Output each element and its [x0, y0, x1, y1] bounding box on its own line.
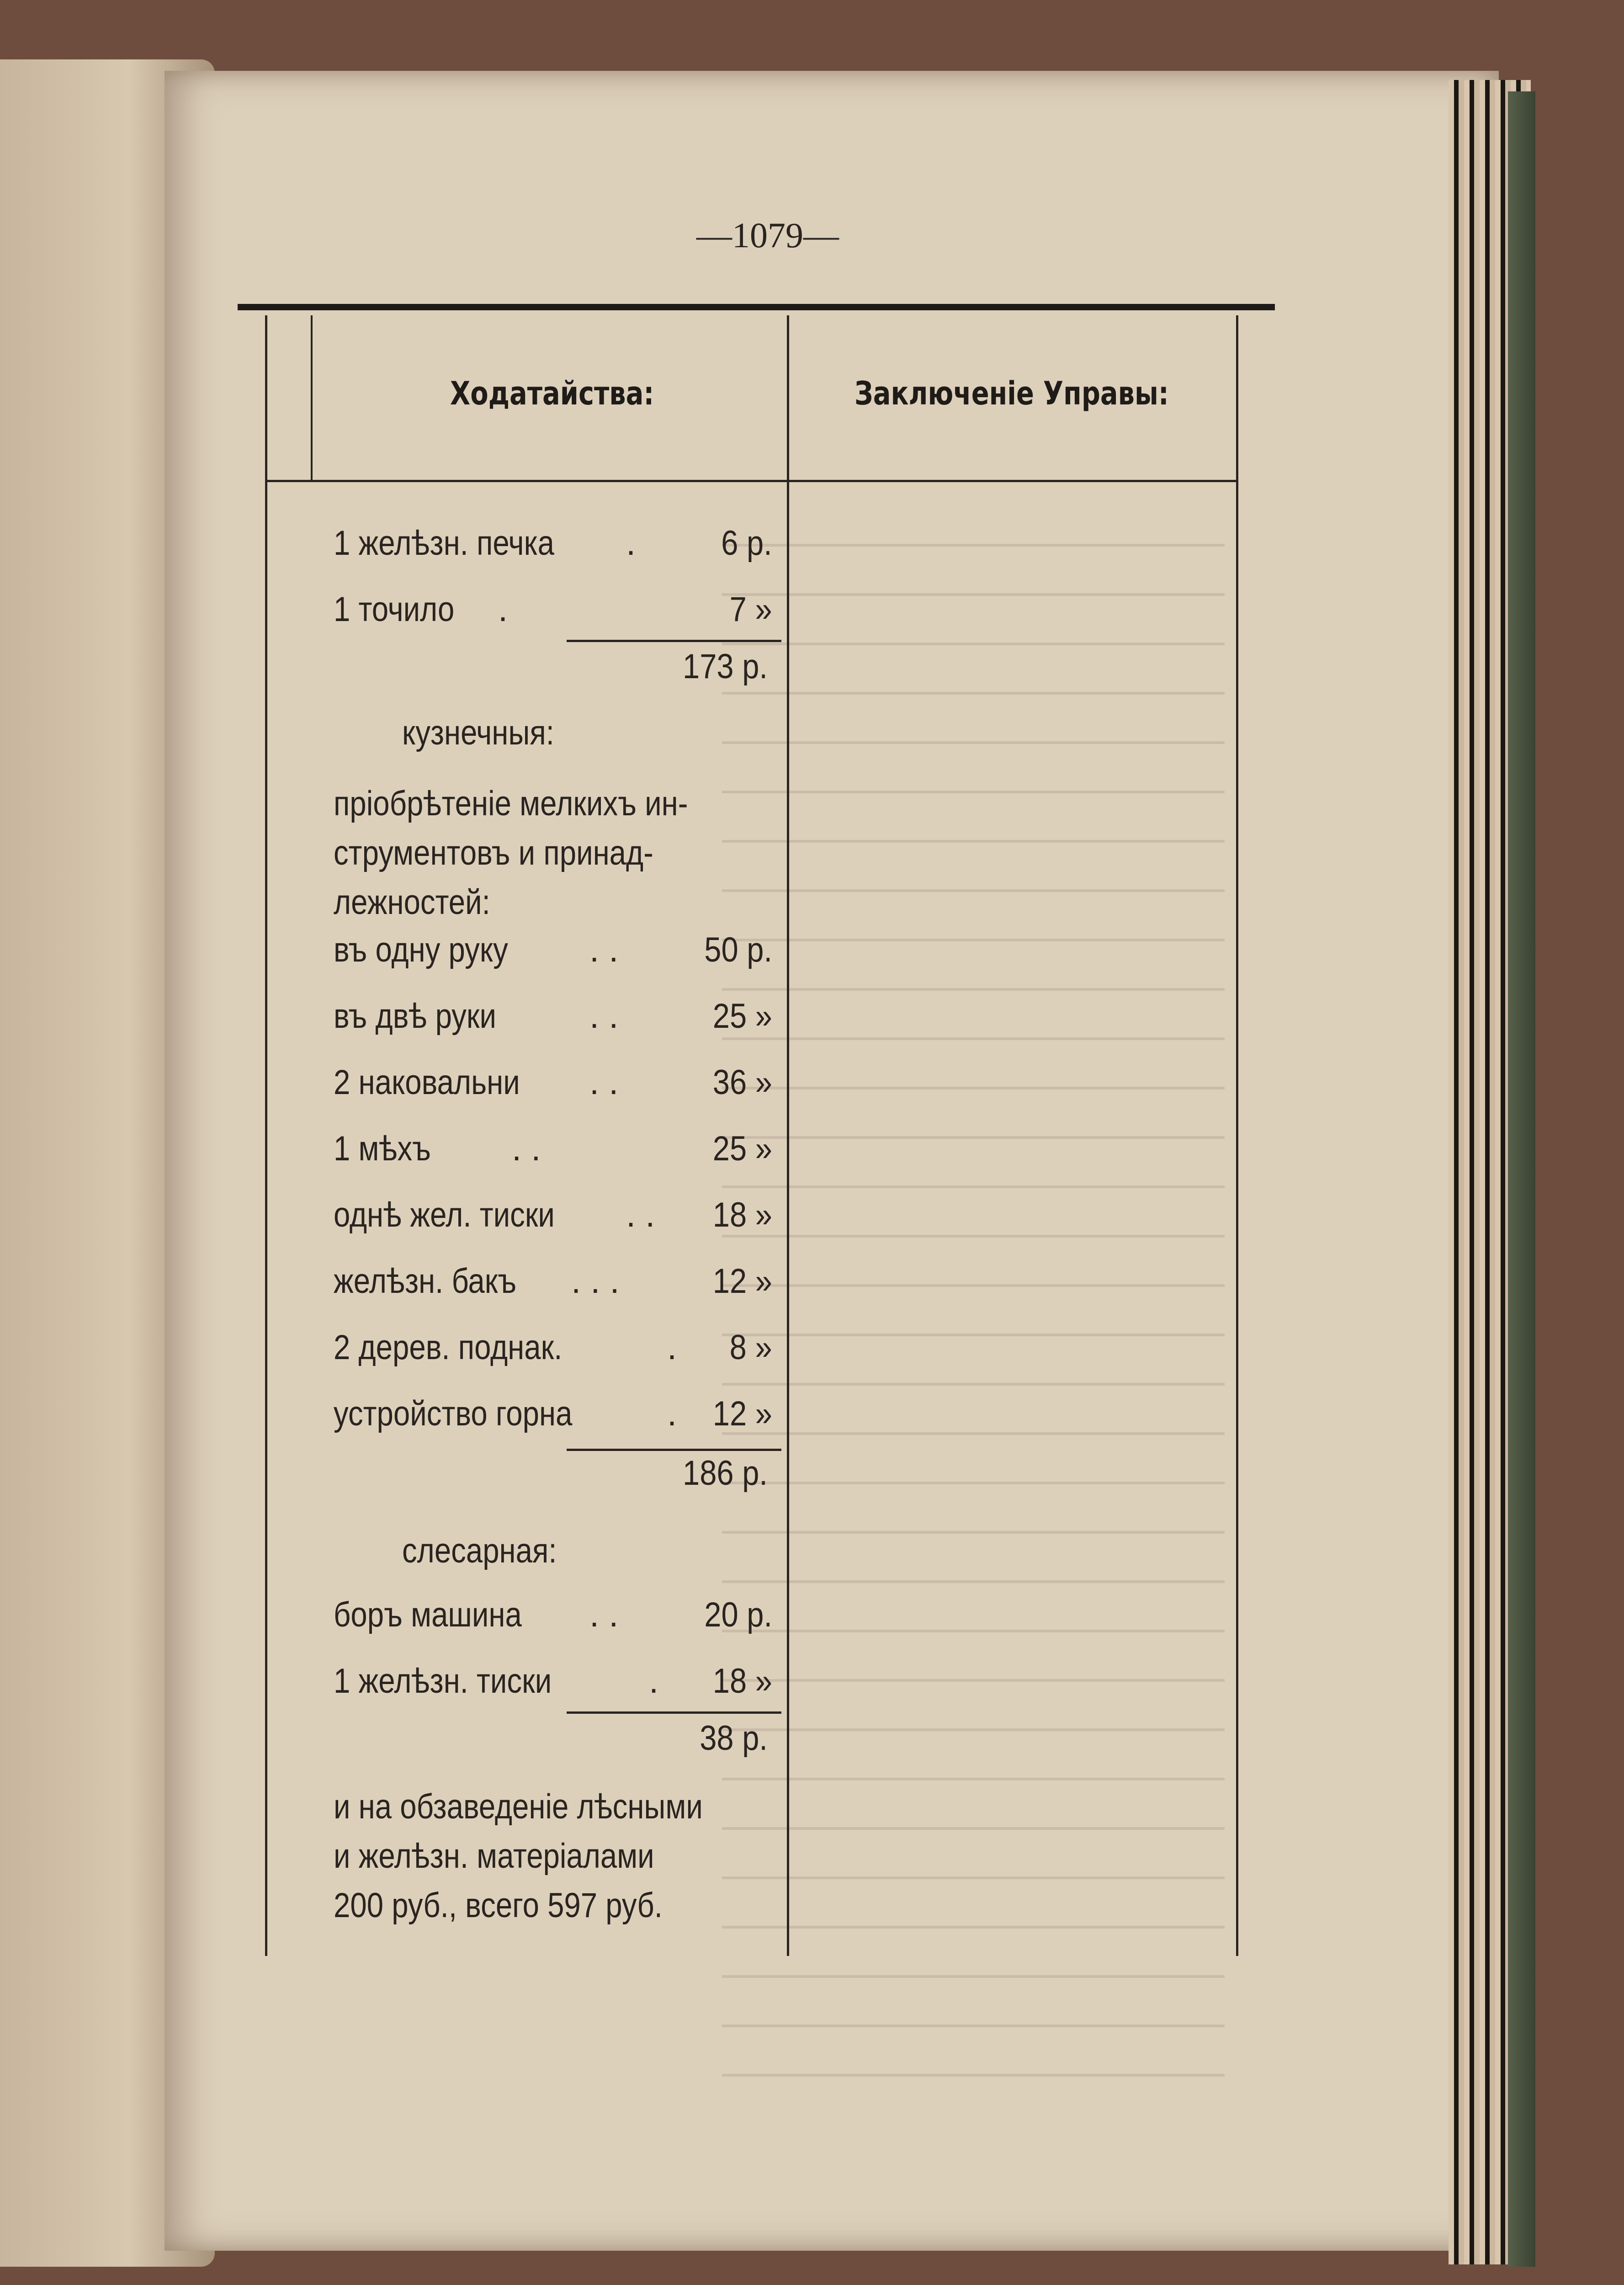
- item-amount: 6 р.: [721, 524, 772, 563]
- intro-line: пріобрѣтеніе мелкихъ ин-: [334, 784, 688, 823]
- item-dots: .: [649, 1662, 659, 1700]
- intro-line: струментовъ и принад-: [334, 834, 653, 872]
- list-item: [334, 1328, 772, 1378]
- book-cover-edge: [1508, 91, 1535, 2267]
- table-right-border: [1236, 315, 1238, 1956]
- list-item: [334, 996, 772, 1047]
- subtotal: 186 р.: [683, 1454, 768, 1493]
- sum-rule: [567, 640, 781, 642]
- item-label: въ одну руку: [334, 930, 508, 969]
- list-item: [334, 1129, 772, 1179]
- list-item: [334, 1661, 772, 1711]
- closing-paragraph: [334, 1782, 763, 1930]
- table-top-rule: [238, 304, 1275, 310]
- item-amount: 25 »: [712, 997, 772, 1036]
- subtotal: 173 р.: [683, 647, 768, 686]
- item-label: 1 желѣзн. печка: [334, 524, 554, 563]
- item-amount: 36 »: [712, 1063, 772, 1102]
- list-item: [334, 590, 772, 640]
- item-label: 1 точило: [334, 590, 455, 629]
- sum-rule: [567, 1711, 781, 1714]
- item-label: 1 мѣхъ: [334, 1129, 431, 1168]
- item-label: устройство горна: [334, 1394, 573, 1433]
- section-title-slesarnaya: слесарная:: [402, 1531, 557, 1570]
- item-amount: 8 »: [730, 1328, 772, 1367]
- item-amount: 20 р.: [704, 1595, 772, 1634]
- item-dots: .: [626, 524, 636, 563]
- item-amount: 25 »: [712, 1129, 772, 1168]
- item-amount: 12 »: [712, 1394, 772, 1433]
- item-dots: . .: [589, 997, 619, 1036]
- intro-line: лежностей:: [334, 883, 490, 922]
- item-label: въ двѣ руки: [334, 997, 497, 1036]
- section-title-kuznechnye: кузнечныя:: [402, 713, 554, 752]
- sum-rule: [567, 1449, 781, 1451]
- item-dots: . .: [512, 1129, 541, 1168]
- item-amount: 7 »: [730, 590, 772, 629]
- item-label: 1 желѣзн. тиски: [334, 1662, 552, 1700]
- item-amount: 50 р.: [704, 930, 772, 969]
- list-item: [334, 1063, 772, 1113]
- item-dots: .: [667, 1328, 677, 1367]
- page-number: —1079—: [696, 215, 839, 255]
- item-amount: 18 »: [712, 1662, 772, 1700]
- item-label: 2 наковальни: [334, 1063, 520, 1102]
- table-left-border: [265, 315, 267, 1956]
- list-item: [334, 930, 772, 980]
- list-item: [334, 523, 772, 574]
- item-dots: .: [667, 1394, 677, 1433]
- closing-line: 200 руб., всего 597 руб.: [334, 1886, 663, 1925]
- list-item: [334, 1394, 772, 1444]
- item-label: боръ машина: [334, 1595, 522, 1634]
- item-amount: 18 »: [712, 1196, 772, 1234]
- item-dots: . .: [589, 1595, 619, 1634]
- header-bottom-rule: [265, 480, 1236, 482]
- item-label: однѣ жел. тиски: [334, 1196, 555, 1234]
- item-dots: . . .: [571, 1262, 620, 1301]
- column-header-petitions: Ходатайства:: [450, 375, 654, 412]
- list-item: [334, 1595, 772, 1645]
- item-dots: .: [498, 590, 508, 629]
- item-dots: . .: [589, 930, 619, 969]
- item-label: 2 дерев. поднак.: [334, 1328, 563, 1367]
- item-dots: . .: [589, 1063, 619, 1102]
- table-column-divider: [787, 315, 789, 1956]
- section-intro: [334, 779, 763, 927]
- table-inner-left-border: [311, 315, 313, 480]
- item-dots: . .: [626, 1196, 655, 1234]
- closing-line: и на обзаведеніе лѣсными: [334, 1787, 703, 1826]
- list-item: [334, 1195, 772, 1245]
- item-label: желѣзн. бакъ: [334, 1262, 517, 1301]
- column-header-conclusion: Заключеніе Управы:: [854, 375, 1169, 412]
- subtotal: 38 р.: [700, 1719, 768, 1758]
- closing-line: и желѣзн. матеріалами: [334, 1837, 654, 1876]
- list-item: [334, 1261, 772, 1312]
- item-amount: 12 »: [712, 1262, 772, 1301]
